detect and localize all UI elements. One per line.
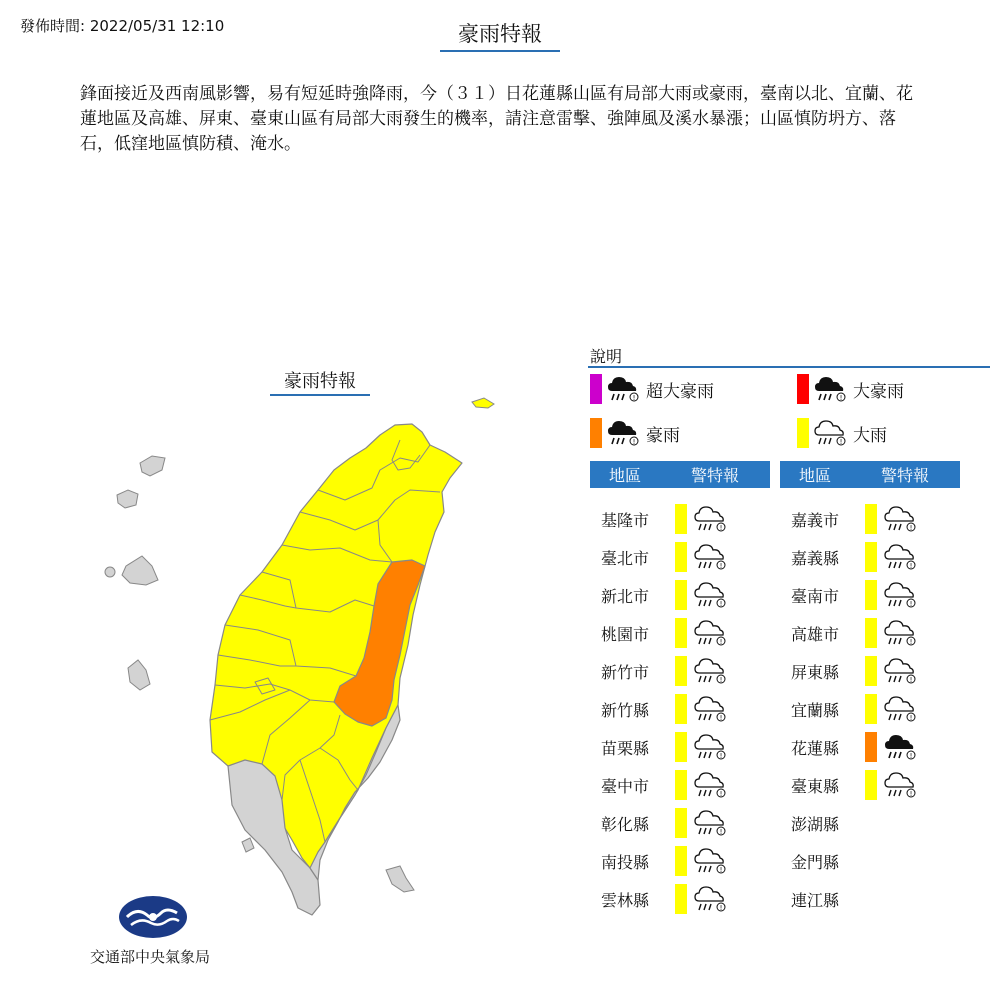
cloud-rain-outline-icon: [883, 503, 917, 535]
cloud-rain-outline-icon: [883, 769, 917, 801]
cloud-rain-dark-icon: [606, 373, 640, 405]
region-name: 臺北市: [600, 548, 649, 568]
region-name: 花蓮縣: [790, 738, 839, 758]
table-header-right: [780, 461, 960, 488]
table-row: [775, 769, 917, 801]
region-name: 臺南市: [790, 586, 839, 606]
cloud-rain-outline-icon: [693, 883, 727, 915]
svg-text:!: !: [719, 828, 723, 836]
warning-color-bar: [675, 542, 687, 572]
table-row: [775, 617, 917, 649]
table-row: [585, 883, 727, 915]
table-row: [775, 845, 855, 877]
cloud-rain-outline-icon: [693, 845, 727, 877]
region-name: 彰化縣: [600, 814, 649, 834]
table-row: [585, 693, 727, 725]
svg-text:!: !: [719, 866, 723, 874]
cwb-logo-icon: [117, 895, 189, 941]
svg-text:!: !: [909, 790, 913, 798]
region-name: 新竹市: [600, 662, 649, 682]
table-row: [775, 731, 917, 763]
table-header-left: [590, 461, 770, 488]
cloud-rain-outline-icon: [883, 541, 917, 573]
legend-item-extra-torrential: [797, 372, 904, 406]
cloud-rain-outline-icon: [883, 655, 917, 687]
issue-time: 發佈時間: 2022/05/31 12:10: [20, 17, 225, 35]
warning-color-bar: [865, 618, 877, 648]
table-row: [775, 693, 917, 725]
warning-color-bar: [675, 580, 687, 610]
region-name: 高雄市: [790, 624, 839, 644]
table-row: [585, 579, 727, 611]
region-name: 新竹縣: [600, 700, 649, 720]
cloud-rain-dark-icon: [813, 373, 847, 405]
legend-label: 大豪雨: [853, 381, 904, 402]
map-title: 豪雨特報: [270, 367, 370, 396]
green-island: [386, 866, 414, 892]
warning-color-bar: [865, 504, 877, 534]
warning-color-bar: [865, 542, 877, 572]
warning-color-bar: [865, 770, 877, 800]
svg-text:!: !: [909, 676, 913, 684]
penghu-islands-3: [122, 556, 158, 585]
legend-divider: [588, 366, 990, 368]
col-region-header: 地區: [608, 466, 641, 485]
svg-text:!: !: [839, 394, 843, 402]
svg-text:!: !: [719, 600, 723, 608]
svg-text:!: !: [719, 714, 723, 722]
legend-swatch: [797, 374, 809, 404]
warning-color-bar: [675, 732, 687, 762]
warning-color-bar: [675, 846, 687, 876]
warning-color-bar: [675, 618, 687, 648]
svg-text:!: !: [719, 752, 723, 760]
legend-title: 說明: [590, 347, 623, 366]
warning-color-bar: [675, 884, 687, 914]
cloud-rain-outline-icon: [883, 693, 917, 725]
cloud-rain-outline-icon: [813, 417, 847, 449]
region-name: 澎湖縣: [790, 814, 839, 834]
svg-text:!: !: [632, 394, 636, 402]
svg-text:!: !: [909, 638, 913, 646]
cloud-rain-outline-icon: [693, 541, 727, 573]
svg-text:!: !: [719, 904, 723, 912]
table-row: [585, 503, 727, 535]
cloud-rain-outline-icon: [693, 579, 727, 611]
legend-item-super-torrential: [590, 372, 714, 406]
cloud-rain-outline-icon: [693, 769, 727, 801]
cloud-rain-outline-icon: [693, 731, 727, 763]
region-name: 臺中市: [600, 776, 649, 796]
legend-item-torrential: [590, 416, 680, 450]
taiwan-map: [0, 380, 560, 940]
liuqiu-island: [242, 838, 254, 852]
region-name: 嘉義市: [790, 510, 839, 530]
table-row: [775, 503, 917, 535]
svg-text:!: !: [909, 752, 913, 760]
legend-item-heavy-rain: [797, 416, 887, 450]
warning-color-bar: [675, 770, 687, 800]
turtle-island: [472, 398, 494, 408]
region-name: 嘉義縣: [790, 548, 839, 568]
region-name: 宜蘭縣: [790, 700, 839, 720]
svg-text:!: !: [719, 790, 723, 798]
legend-label: 大雨: [853, 425, 887, 446]
bulletin-text: 鋒面接近及西南風影響，易有短延時強降雨，今（３１）日花蓮縣山區有局部大雨或豪雨，臺南以北、宜蘭、花蓮地區及高雄、屏東、臺東山區有局部大雨發生的機率，請注意雷擊、強陣風及溪水暴漲；山區慎防坍方、落石，低窪地區慎防積、淹水。: [80, 84, 913, 154]
svg-text:!: !: [909, 524, 913, 532]
table-row: [775, 655, 917, 687]
region-name: 雲林縣: [600, 890, 649, 910]
cloud-rain-outline-icon: [693, 655, 727, 687]
region-name: 苗栗縣: [600, 738, 649, 758]
cloud-rain-outline-icon: [693, 807, 727, 839]
svg-text:!: !: [839, 438, 843, 446]
table-row: [585, 769, 727, 801]
table-row: [585, 617, 727, 649]
warning-color-bar: [675, 656, 687, 686]
svg-text:!: !: [909, 600, 913, 608]
cloud-rain-outline-icon: [693, 693, 727, 725]
table-row: [585, 845, 727, 877]
penghu-islands-5: [128, 660, 150, 690]
penghu-islands-1: [140, 456, 165, 476]
cloud-rain-outline-icon: [883, 579, 917, 611]
warning-color-bar: [675, 808, 687, 838]
region-name: 金門縣: [790, 852, 839, 872]
warning-color-bar: [865, 656, 877, 686]
region-name: 桃園市: [600, 624, 649, 644]
svg-text:!: !: [909, 562, 913, 570]
region-name: 基隆市: [600, 510, 649, 530]
col-region-header: 地區: [798, 466, 831, 485]
region-name: 新北市: [600, 586, 649, 606]
warning-color-bar: [865, 694, 877, 724]
page-title: 豪雨特報: [440, 18, 560, 52]
legend-label: 豪雨: [646, 425, 680, 446]
svg-text:!: !: [719, 676, 723, 684]
svg-text:!: !: [909, 714, 913, 722]
svg-text:!: !: [719, 638, 723, 646]
col-warning-header: 警特報: [880, 466, 929, 485]
cloud-rain-outline-icon: [693, 617, 727, 649]
table-row: [585, 655, 727, 687]
table-row: [775, 807, 855, 839]
cloud-rain-outline-icon: [693, 503, 727, 535]
region-name: 南投縣: [600, 852, 649, 872]
table-row: [585, 807, 727, 839]
legend-swatch: [590, 374, 602, 404]
legend-swatch: [797, 418, 809, 448]
region-name: 屏東縣: [790, 662, 839, 682]
svg-text:!: !: [632, 438, 636, 446]
cloud-rain-dark-icon: [883, 731, 917, 763]
table-row: [775, 883, 855, 915]
table-row: [585, 541, 727, 573]
table-row: [585, 731, 727, 763]
cloud-rain-dark-icon: [606, 417, 640, 449]
warning-color-bar: [675, 694, 687, 724]
svg-text:!: !: [719, 562, 723, 570]
penghu-islands-4: [105, 567, 115, 577]
warning-color-bar: [865, 732, 877, 762]
table-row: [775, 579, 917, 611]
legend-swatch: [590, 418, 602, 448]
table-row: [775, 541, 917, 573]
agency-name: 交通部中央氣象局: [89, 948, 210, 966]
warning-color-bar: [865, 580, 877, 610]
region-name: 連江縣: [790, 890, 839, 910]
penghu-islands-2: [117, 490, 138, 508]
col-warning-header: 警特報: [690, 466, 739, 485]
legend-label: 超大豪雨: [646, 381, 714, 402]
cloud-rain-outline-icon: [883, 617, 917, 649]
warning-color-bar: [675, 504, 687, 534]
region-name: 臺東縣: [790, 776, 839, 796]
svg-text:!: !: [719, 524, 723, 532]
